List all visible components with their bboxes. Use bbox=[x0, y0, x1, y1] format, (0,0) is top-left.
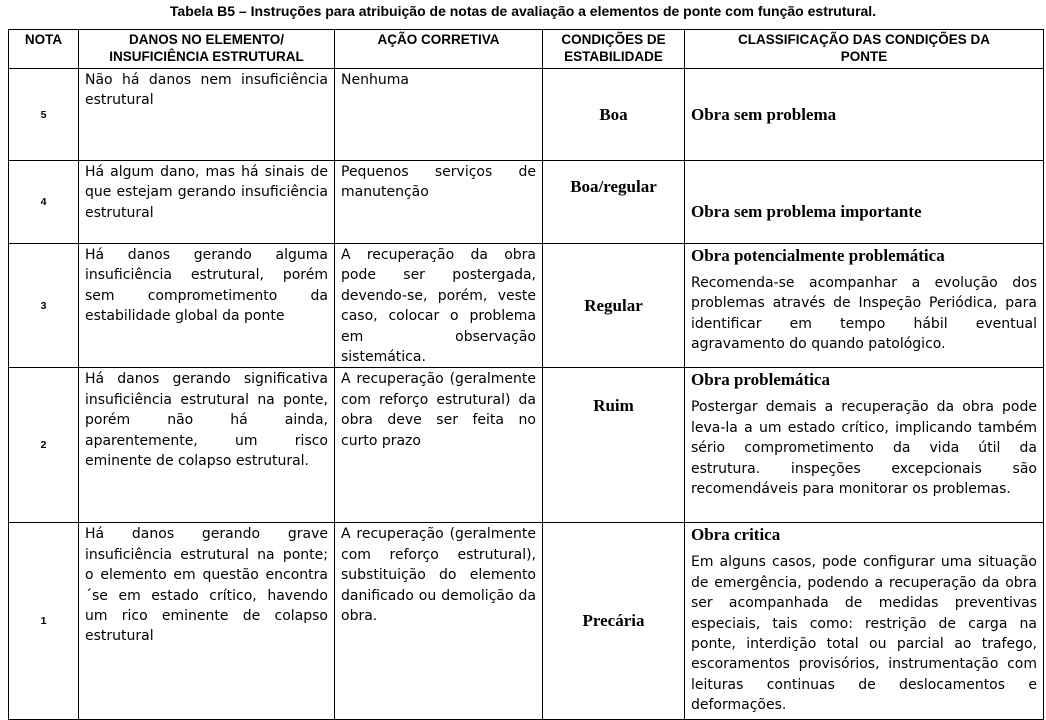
table-row bbox=[9, 523, 1044, 720]
classificacao-title: Obra critica bbox=[691, 525, 781, 545]
table-row bbox=[9, 368, 1044, 523]
danos-cell: Há danos gerando grave insuficiência estrutural na ponte; o elemento em questão encontra´se em estado crítico, havendo um rico eminente de colapso estrutural bbox=[79, 523, 335, 720]
nota-cell: 1 bbox=[9, 523, 79, 720]
nota-cell: 5 bbox=[9, 69, 79, 161]
header-acao: AÇÃO CORRETIVA bbox=[335, 30, 543, 69]
classificacao-title: Obra sem problema bbox=[691, 105, 837, 124]
condicao-cell: Regular bbox=[543, 244, 685, 368]
classificacao-cell bbox=[685, 161, 1044, 244]
table-row bbox=[9, 161, 1044, 244]
danos-cell: Há danos gerando significativa insuficiência estrutural na ponte, porém não há ainda, aparentemente, um risco eminente de colapso estrutural. bbox=[79, 368, 335, 523]
bridge-rating-table bbox=[8, 29, 1044, 720]
acao-cell: A recuperação (geralmente com reforço estrutural) da obra deve ser feita no curto prazo bbox=[335, 368, 543, 523]
classificacao-cell bbox=[685, 69, 1044, 161]
classificacao-cell bbox=[685, 368, 1044, 523]
danos-cell: Há algum dano, mas há sinais de que estejam gerando insuficiência estrutural bbox=[79, 161, 335, 244]
header-danos: DANOS NO ELEMENTO/ INSUFICIÊNCIA ESTRUTURAL bbox=[79, 30, 335, 69]
condicao-cell: Precária bbox=[543, 523, 685, 720]
classificacao-title: Obra problemática bbox=[691, 370, 830, 390]
header-nota: NOTA bbox=[9, 30, 79, 69]
classificacao-title: Obra sem problema importante bbox=[691, 201, 922, 221]
acao-cell: Pequenos serviços de manutenção bbox=[335, 161, 543, 244]
header-classificacao: CLASSIFICAÇÃO DAS CONDIÇÕES DA PONTE bbox=[685, 30, 1044, 69]
nota-cell: 2 bbox=[9, 368, 79, 523]
acao-cell: A recuperação (geralmente com reforço estrutural), substituição do elemento danificado ou demolição da obra. bbox=[335, 523, 543, 720]
header-row bbox=[9, 30, 1044, 69]
classificacao-title: Obra potencialmente problemática bbox=[691, 246, 945, 265]
acao-cell: Nenhuma bbox=[335, 69, 543, 161]
acao-cell: A recuperação da obra pode ser postergada, devendo-se, porém, veste caso, colocar o problema em observação sistemática. bbox=[335, 244, 543, 368]
header-condicoes: CONDIÇÕES DE ESTABILIDADE bbox=[543, 30, 685, 69]
danos-cell: Não há danos nem insuficiência estrutural bbox=[79, 69, 335, 161]
condicao-cell: Boa bbox=[543, 69, 685, 161]
classificacao-cell bbox=[685, 244, 1044, 368]
classificacao-description: Postergar demais a recuperação da obra pode leva-la a um estado crítico, implicando também sério comprometimento da vida útil da estrutura. inspeções excepcionais são recomendáveis para monitorar os problemas. bbox=[691, 399, 1037, 498]
condicao-cell: Ruim bbox=[543, 368, 685, 523]
table-caption: Tabela B5 – Instruções para atribuição de notas de avaliação a elementos de ponte com função estrutural. bbox=[169, 3, 877, 19]
table-row bbox=[9, 69, 1044, 161]
danos-cell: Há danos gerando alguma insuficiência estrutural, porém sem comprometimento da estabilidade global da ponte bbox=[79, 244, 335, 368]
table-row bbox=[9, 244, 1044, 368]
classificacao-cell bbox=[685, 523, 1044, 720]
condicao-cell: Boa/regular bbox=[543, 161, 685, 244]
nota-cell: 3 bbox=[9, 244, 79, 368]
nota-cell: 4 bbox=[9, 161, 79, 244]
classificacao-description: Recomenda-se acompanhar a evolução dos problemas através de Inspeção Periódica, para identificar em tempo hábil eventual agravamento do quando patológico. bbox=[691, 275, 1037, 353]
classificacao-description: Em alguns casos, pode configurar uma situação de emergência, podendo a recuperação da obra ser acompanhada de medidas preventivas especiais, tais como: restrição de carga na ponte, interdição total ou parcial ao trafego, escoramentos provisórios, instrumentação com leituras continuas de deslocamentos e deformações. bbox=[691, 554, 1037, 714]
